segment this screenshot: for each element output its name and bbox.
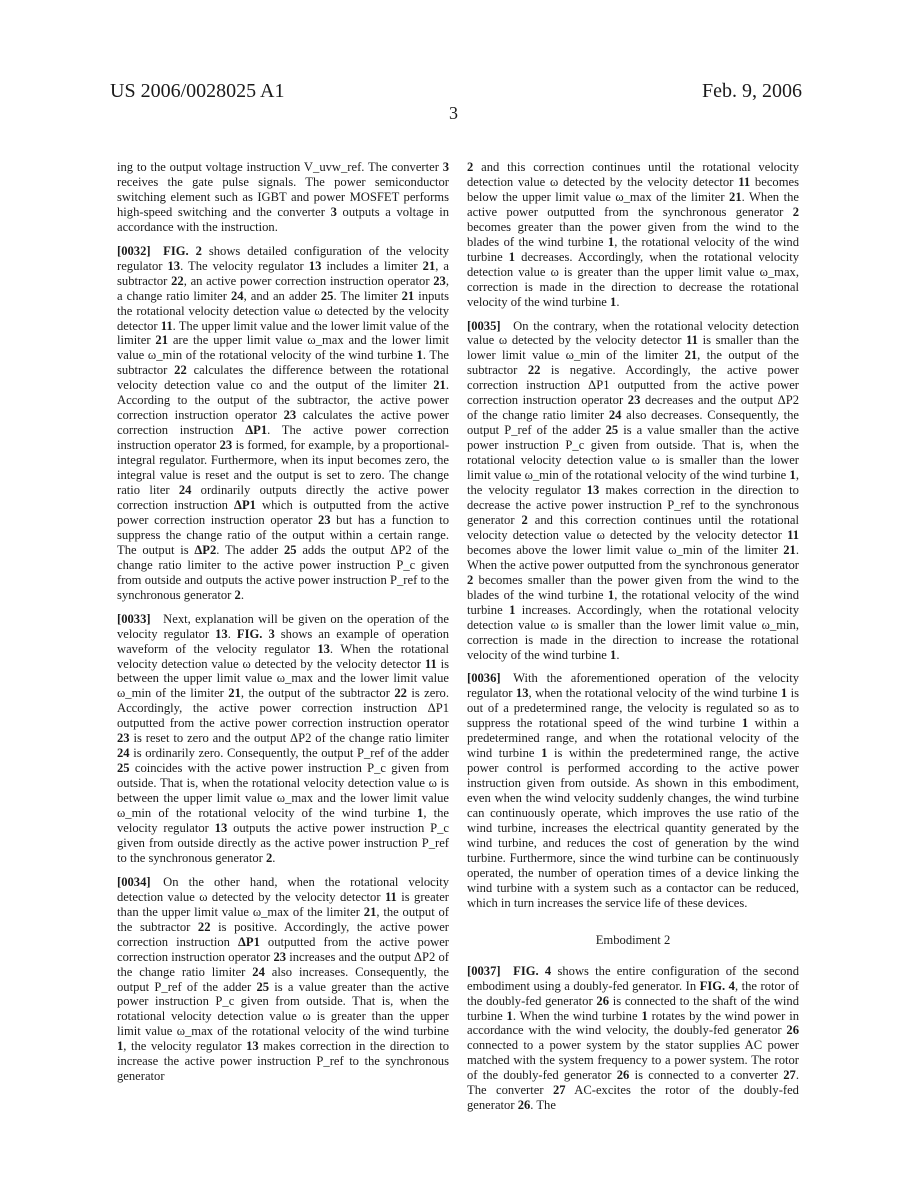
paragraph-0037 — [467, 964, 799, 1114]
paragraph-number: [0037] — [467, 963, 501, 978]
paragraph-0032 — [117, 244, 449, 603]
paragraph-text: FIG. 2 shows detailed configuration of the velocity regulator 13. The velocity regulator 13 includes a limiter 21, a subtractor 22, an active power correction instruction operator 23, a change ratio limiter 24, and an adder 25. The limiter 21 inputs the rotational velocity detection value ω detected by the velocity detector 11. The upper limit value and the lower limit value of the limiter 21 are the upper limit value ω_max and the lower limit value ω_min of the rotational velocity of the wind turbine 1. The subtractor 22 calculates the difference between the rotational velocity detection value co and the output of the limiter 21. According to the output of the subtractor, the active power correction instruction operator 23 calculates the active power correction instruction ΔP1. The active power correction instruction operator 23 is formed, for example, by a proportional-integral regulator. Furthermore, when its input becomes zero, the integral value is reset and the output is set to zero. The change ratio liter 24 ordinarily outputs directly the active power correction instruction ΔP1 which is outputted from the active power correction instruction operator 23 but has a function to suppress the change ratio of the output within a certain range. The output is ΔP2. The adder 25 adds the output ΔP2 of the change ratio limiter to the active power instruction P_c given from outside and outputs the active power instruction P_ref to the synchronous generator 2. — [117, 243, 450, 602]
paragraph-text: FIG. 4 shows the entire configuration of the second embodiment using a doubly-fed generator. In FIG. 4, the rotor of the doubly-fed generator 26 is connected to the shaft of the wind turbine 1. When the wind turbine 1 rotates by the wind power in accordance with the wind velocity, the doubly-fed generator 26 connected to a power system by the stator supplies AC power matched with the system frequency to a power system. The rotor of the doubly-fed generator 26 is connected to a converter 27. The converter 27 AC-excites the rotor of the doubly-fed generator 26. The — [467, 963, 800, 1113]
paragraph-text: On the other hand, when the rotational velocity detection value ω detected by the velocity detector 11 is greater than the upper limit value ω_max of the limiter 21, the output of the subtractor 22 is positive. Accordingly, the active power correction instruction ΔP1 outputted from the active power correction instruction operator 23 increases and the output ΔP2 of the change ratio limiter 24 also increases. Consequently, the output P_ref of the adder 25 is a value greater than the active power instruction P_c given from outside. That is, when the rotational velocity detection value ω is greater than the upper limit value ω_max of the rotational velocity of the wind turbine 1, the velocity regulator 13 makes correction in the direction to increase the active power instruction P_ref to the synchronous generator — [117, 874, 450, 1084]
left-column — [117, 160, 449, 1093]
paragraph-number: [0035] — [467, 318, 501, 333]
paragraph-text: ing to the output voltage instruction V_uvw_ref. The converter 3 receives the gate pulse signals. The power semiconductor switching element such as IGBT and power MOSFET performs high-speed switching and the converter 3 outputs a voltage in accordance with the instruction. — [117, 160, 449, 234]
paragraph-number: [0034] — [117, 874, 151, 889]
paragraph-text: Next, explanation will be given on the operation of the velocity regulator 13. FIG. 3 shows an example of operation waveform of the velocity regulator 13. When the rotational velocity detection value ω detected by the velocity detector 11 is between the upper limit value ω_max and the lower limit value ω_min of the limiter 21, the output of the subtractor 22 is zero. Accordingly, the active power correction instruction ΔP1 outputted from the active power correction instruction operator 23 is reset to zero and the output ΔP2 of the change ratio limiter 24 is ordinarily zero. Consequently, the output P_ref of the adder 25 coincides with the active power instruction P_c given from outside. That is, when the rotational velocity detection value ω is between the upper limit value ω_max and the lower limit value ω_min of the rotational velocity of the wind turbine 1, the velocity regulator 13 outputs the active power instruction P_c given from outside directly as the active power instruction P_ref to the synchronous generator 2. — [117, 611, 450, 865]
right-column — [467, 160, 799, 1122]
paragraph-0035 — [467, 319, 799, 663]
paragraph-number: [0033] — [117, 611, 151, 626]
paragraph-0034 — [117, 875, 449, 1084]
paragraph-text: On the contrary, when the rotational velocity detection value ω detected by the velocity detector 11 is smaller than the lower limit value ω_min of the limiter 21, the output of the subtractor 22 is negative. Accordingly, the active power correction instruction ΔP1 outputted from the active power correction instruction operator 23 decreases and the output ΔP2 of the change ratio limiter 24 also decreases. Consequently, the output P_ref of the adder 25 is a value smaller than the active power instruction P_c given from outside. That is, when the rotational velocity detection value ω is smaller than the lower limit value ω_min of the rotational velocity of the wind turbine 1, the velocity regulator 13 makes correction in the direction to decrease the active power instruction P_ref to the synchronous generator 2 and this correction continues until the rotational velocity detection value ω detected by the velocity detector 11 becomes above the lower limit value ω_min of the limiter 21. When the active power outputted from the synchronous generator 2 becomes smaller than the power given from the wind to the blades of the wind turbine 1, the rotational velocity of the wind turbine 1 increases. Accordingly, when the rotational velocity detection value ω is smaller than the lower limit value ω_min, correction is made in the direction to increase the rotational velocity of the wind turbine 1. — [467, 318, 800, 662]
section-heading: Embodiment 2 — [595, 932, 671, 947]
paragraph-continued — [117, 160, 449, 235]
page-number: 3 — [449, 103, 458, 123]
paragraph-text: With the aforementioned operation of the velocity regulator 13, when the rotational velocity of the wind turbine 1 is out of a predetermined range, the velocity is regulated so as to suppress the rotational speed of the wind turbine 1 within a predetermined range, and when the rotational velocity of the wind turbine 1 is within the predetermined range, the active power control is performed according to the active power instruction given from outside. As shown in this embodiment, even when the wind velocity suddenly changes, the wind turbine can continuously operate, which improves the use ratio of the wind turbine, increases the electrical quantity generated by the wind turbine, and reduces the cost of generation by the wind turbine. Furthermore, since the wind turbine can be continuously operated, the number of operation times of a device linking the wind turbine with a system such as a contactor can be reduced, which in turn increases the service life of these devices. — [467, 671, 799, 910]
paragraph-text: 2 and this correction continues until the rotational velocity detection value ω detected by the velocity detector 11 becomes below the upper limit value ω_max of the limiter 21. When the active power outputted from the synchronous generator 2 becomes greater than the power given from the wind to the blades of the wind turbine 1, the rotational velocity of the wind turbine 1 decreases. Accordingly, when the rotational velocity detection value ω is greater than the upper limit value ω_max, correction is made in the direction to decrease the rotational velocity of the wind turbine 1. — [467, 160, 800, 309]
paragraph-0036 — [467, 671, 799, 910]
paragraph-number: [0036] — [467, 671, 501, 686]
publication-date: Feb. 9, 2006 — [702, 80, 802, 102]
paragraph-continued — [467, 160, 799, 310]
paragraph-0033 — [117, 612, 449, 866]
publication-number: US 2006/0028025 A1 — [110, 80, 285, 102]
paragraph-number: [0032] — [117, 243, 151, 258]
